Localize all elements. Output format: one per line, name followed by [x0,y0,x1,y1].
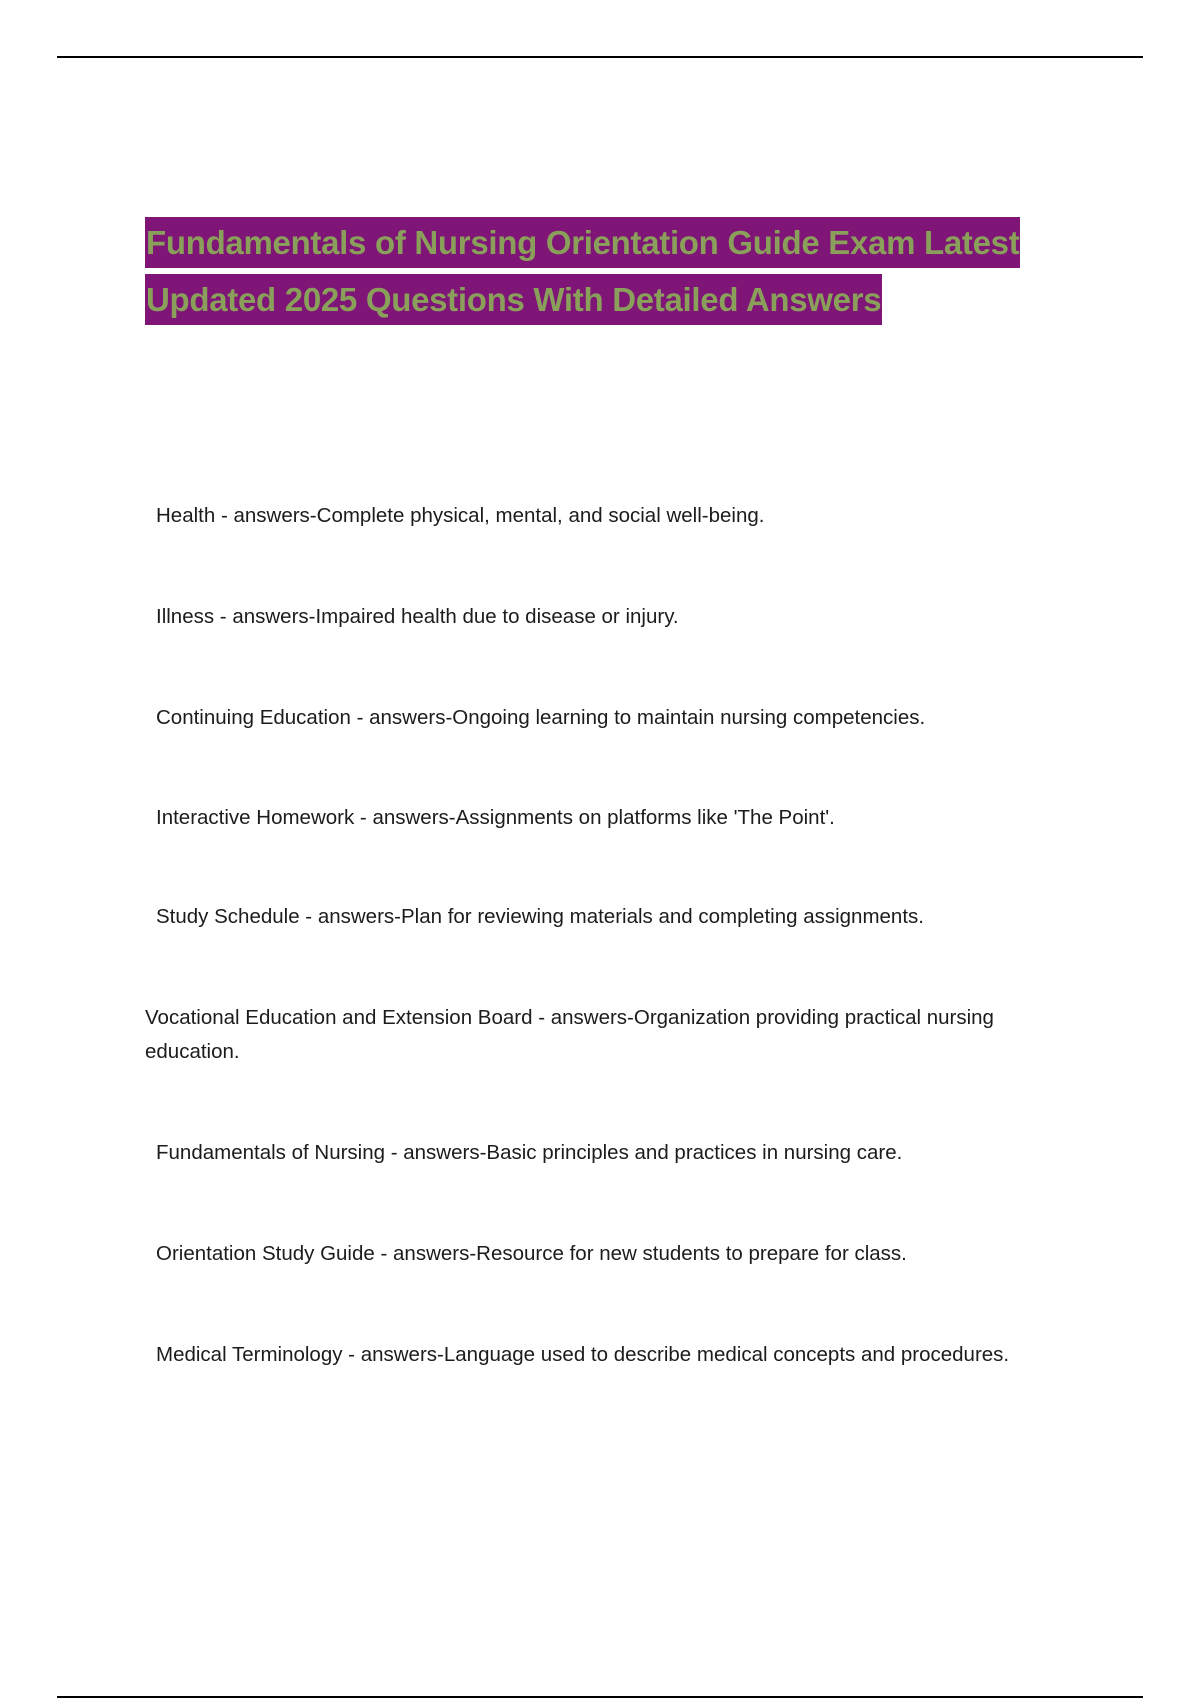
title-line-1: Fundamentals of Nursing Orientation Guide Exam Latest [145,217,1020,268]
qa-entry-health: Health - answers-Complete physical, mental, and social well-being. [156,504,765,527]
qa-entry-orientation-study-guide: Orientation Study Guide - answers-Resource for new students to prepare for class. [156,1242,907,1265]
qa-entry-vocational-board: Vocational Education and Extension Board - answers-Organization providing practical nursing education. [145,1006,994,1063]
bottom-divider [57,1696,1143,1698]
qa-entry-study-schedule: Study Schedule - answers-Plan for reviewing materials and completing assignments. [156,905,924,928]
title-line-2: Updated 2025 Questions With Detailed Answers [145,274,882,325]
qa-entry-continuing-education: Continuing Education - answers-Ongoing learning to maintain nursing competencies. [156,706,926,729]
top-divider [57,56,1143,58]
qa-entry-illness: Illness - answers-Impaired health due to disease or injury. [156,605,679,628]
qa-entry-interactive-homework: Interactive Homework - answers-Assignments on platforms like 'The Point'. [156,806,835,829]
qa-entry-medical-terminology: Medical Terminology - answers-Language used to describe medical concepts and procedures. [156,1343,1010,1366]
qa-entry-fundamentals-of-nursing: Fundamentals of Nursing - answers-Basic principles and practices in nursing care. [156,1141,903,1164]
document-title [145,217,1105,325]
